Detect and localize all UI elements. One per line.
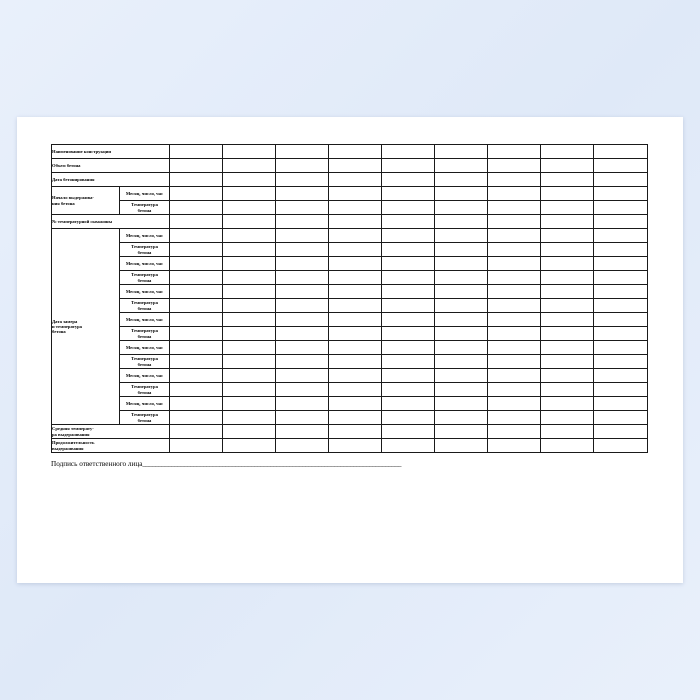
cell-curing-start-temperature-1[interactable] xyxy=(170,201,223,215)
cell-curing-start-temperature-6[interactable] xyxy=(435,201,488,215)
table-row xyxy=(52,159,648,173)
cell-measure-7-t-3[interactable] xyxy=(276,411,329,425)
row-label-average-temperature: Средняя температу- ра выдерживания xyxy=(52,425,170,439)
cell-measure-3-dt-7[interactable] xyxy=(488,285,541,299)
table-row xyxy=(52,299,648,313)
cell-measure-6-dt-5[interactable] xyxy=(382,369,435,383)
cell-measure-2-dt-2[interactable] xyxy=(223,257,276,271)
cell-measure-3-t-9[interactable] xyxy=(594,299,648,313)
cell-curing-duration-4[interactable] xyxy=(329,439,382,453)
cell-measure-2-dt-4[interactable] xyxy=(329,257,382,271)
cell-measure-6-dt-4[interactable] xyxy=(329,369,382,383)
cell-concreting-date-7[interactable] xyxy=(488,173,541,187)
signature-line[interactable]: _________________________________________________________________________________ xyxy=(142,460,402,468)
cell-measure-6-dt-6[interactable] xyxy=(435,369,488,383)
cell-measure-7-t-8[interactable] xyxy=(541,411,594,425)
cell-concrete-volume-1[interactable] xyxy=(170,159,223,173)
row-label-construction-name: Наименование конструкции xyxy=(52,145,170,159)
cell-measure-2-dt-7[interactable] xyxy=(488,257,541,271)
cell-measure-4-t-1[interactable] xyxy=(170,327,223,341)
row-label-curing-start: Начало выдержива- ния бетона xyxy=(52,187,120,215)
cell-measure-6-dt-3[interactable] xyxy=(276,369,329,383)
cell-measure-3-t-8[interactable] xyxy=(541,299,594,313)
sub-label-curing-start-temperature: Температура бетона xyxy=(120,201,170,215)
table-row xyxy=(52,285,648,299)
cell-measure-1-dt-5[interactable] xyxy=(382,229,435,243)
cell-measure-1-t-8[interactable] xyxy=(541,243,594,257)
row-label-concreting-date: Дата бетонирования xyxy=(52,173,170,187)
cell-measure-7-dt-2[interactable] xyxy=(223,397,276,411)
cell-borehole-number-7[interactable] xyxy=(488,215,541,229)
row-label-concrete-volume: Объем бетона xyxy=(52,159,170,173)
cell-concreting-date-2[interactable] xyxy=(223,173,276,187)
table-row xyxy=(52,355,648,369)
cell-measure-1-t-2[interactable] xyxy=(223,243,276,257)
cell-construction-name-8[interactable] xyxy=(541,145,594,159)
cell-measure-6-dt-1[interactable] xyxy=(170,369,223,383)
cell-curing-start-datetime-8[interactable] xyxy=(541,187,594,201)
cell-measure-1-dt-3[interactable] xyxy=(276,229,329,243)
cell-measure-4-dt-5[interactable] xyxy=(382,313,435,327)
cell-measure-5-dt-6[interactable] xyxy=(435,341,488,355)
cell-measure-3-dt-6[interactable] xyxy=(435,285,488,299)
table-row xyxy=(52,243,648,257)
cell-measure-5-dt-1[interactable] xyxy=(170,341,223,355)
row-label-borehole-number: № температурной скважины xyxy=(52,215,170,229)
cell-measure-2-t-8[interactable] xyxy=(541,271,594,285)
sub-label-measurement-datetime-1: Месяц, число, час xyxy=(120,229,170,243)
cell-curing-start-temperature-4[interactable] xyxy=(329,201,382,215)
cell-curing-duration-2[interactable] xyxy=(223,439,276,453)
cell-construction-name-4[interactable] xyxy=(329,145,382,159)
table-row xyxy=(52,215,648,229)
cell-measure-3-t-5[interactable] xyxy=(382,299,435,313)
cell-measure-7-dt-5[interactable] xyxy=(382,397,435,411)
cell-curing-duration-7[interactable] xyxy=(488,439,541,453)
cell-measure-4-t-9[interactable] xyxy=(594,327,648,341)
table-row xyxy=(52,271,648,285)
cell-borehole-number-8[interactable] xyxy=(541,215,594,229)
cell-borehole-number-5[interactable] xyxy=(382,215,435,229)
cell-curing-start-temperature-2[interactable] xyxy=(223,201,276,215)
cell-measure-5-dt-8[interactable] xyxy=(541,341,594,355)
cell-measure-4-dt-7[interactable] xyxy=(488,313,541,327)
cell-measure-3-dt-2[interactable] xyxy=(223,285,276,299)
cell-borehole-number-2[interactable] xyxy=(223,215,276,229)
cell-curing-start-datetime-9[interactable] xyxy=(594,187,648,201)
cell-measure-7-t-4[interactable] xyxy=(329,411,382,425)
cell-measure-4-dt-4[interactable] xyxy=(329,313,382,327)
document-sheet xyxy=(17,117,683,583)
cell-concreting-date-6[interactable] xyxy=(435,173,488,187)
cell-borehole-number-3[interactable] xyxy=(276,215,329,229)
cell-measure-4-t-3[interactable] xyxy=(276,327,329,341)
cell-measure-6-t-6[interactable] xyxy=(435,383,488,397)
cell-measure-4-t-2[interactable] xyxy=(223,327,276,341)
cell-measure-5-t-9[interactable] xyxy=(594,355,648,369)
cell-measure-1-t-4[interactable] xyxy=(329,243,382,257)
cell-measure-5-t-8[interactable] xyxy=(541,355,594,369)
cell-measure-2-t-2[interactable] xyxy=(223,271,276,285)
cell-measure-3-dt-5[interactable] xyxy=(382,285,435,299)
cell-measure-4-dt-9[interactable] xyxy=(594,313,648,327)
sub-label-measurement-datetime-5: Месяц, число, час xyxy=(120,341,170,355)
sub-label-measurement-temperature-2: Температура бетона xyxy=(120,271,170,285)
cell-measure-6-t-7[interactable] xyxy=(488,383,541,397)
sub-label-measurement-temperature-4: Температура бетона xyxy=(120,327,170,341)
signature-label: Подпись ответственного лица xyxy=(51,460,143,468)
cell-measure-2-t-7[interactable] xyxy=(488,271,541,285)
cell-concrete-volume-6[interactable] xyxy=(435,159,488,173)
cell-measure-6-dt-2[interactable] xyxy=(223,369,276,383)
cell-construction-name-6[interactable] xyxy=(435,145,488,159)
sub-label-measurement-datetime-3: Месяц, число, час xyxy=(120,285,170,299)
cell-measure-7-dt-3[interactable] xyxy=(276,397,329,411)
table-row xyxy=(52,327,648,341)
cell-curing-duration-1[interactable] xyxy=(170,439,223,453)
sub-label-measurement-temperature-1: Температура бетона xyxy=(120,243,170,257)
cell-measure-1-t-9[interactable] xyxy=(594,243,648,257)
cell-measure-6-t-3[interactable] xyxy=(276,383,329,397)
cell-measure-4-dt-8[interactable] xyxy=(541,313,594,327)
table-area xyxy=(51,144,647,453)
cell-measure-7-t-1[interactable] xyxy=(170,411,223,425)
table-row xyxy=(52,439,648,453)
cell-concrete-volume-4[interactable] xyxy=(329,159,382,173)
sub-label-measurement-temperature-5: Температура бетона xyxy=(120,355,170,369)
cell-measure-5-t-1[interactable] xyxy=(170,355,223,369)
cell-measure-5-dt-3[interactable] xyxy=(276,341,329,355)
cell-concreting-date-1[interactable] xyxy=(170,173,223,187)
cell-measure-2-t-1[interactable] xyxy=(170,271,223,285)
cell-measure-3-t-4[interactable] xyxy=(329,299,382,313)
cell-measure-5-dt-7[interactable] xyxy=(488,341,541,355)
cell-concrete-volume-7[interactable] xyxy=(488,159,541,173)
cell-measure-6-t-5[interactable] xyxy=(382,383,435,397)
table-row xyxy=(52,173,648,187)
cell-measure-7-dt-7[interactable] xyxy=(488,397,541,411)
cell-measure-7-t-9[interactable] xyxy=(594,411,648,425)
cell-curing-start-datetime-1[interactable] xyxy=(170,187,223,201)
cell-measure-4-t-7[interactable] xyxy=(488,327,541,341)
cell-measure-7-dt-9[interactable] xyxy=(594,397,648,411)
table-row xyxy=(52,425,648,439)
cell-measure-5-t-3[interactable] xyxy=(276,355,329,369)
cell-concrete-volume-9[interactable] xyxy=(594,159,648,173)
cell-measure-4-t-4[interactable] xyxy=(329,327,382,341)
cell-measure-3-t-1[interactable] xyxy=(170,299,223,313)
cell-construction-name-5[interactable] xyxy=(382,145,435,159)
cell-measure-3-dt-9[interactable] xyxy=(594,285,648,299)
cell-concreting-date-3[interactable] xyxy=(276,173,329,187)
cell-measure-1-dt-1[interactable] xyxy=(170,229,223,243)
cell-measure-2-dt-6[interactable] xyxy=(435,257,488,271)
table-row xyxy=(52,229,648,243)
table-row xyxy=(52,411,648,425)
cell-average-temperature-6[interactable] xyxy=(435,425,488,439)
cell-measure-6-dt-9[interactable] xyxy=(594,369,648,383)
cell-construction-name-1[interactable] xyxy=(170,145,223,159)
cell-concreting-date-9[interactable] xyxy=(594,173,648,187)
cell-borehole-number-4[interactable] xyxy=(329,215,382,229)
cell-measure-6-t-4[interactable] xyxy=(329,383,382,397)
cell-concrete-volume-5[interactable] xyxy=(382,159,435,173)
cell-measure-7-dt-8[interactable] xyxy=(541,397,594,411)
cell-average-temperature-5[interactable] xyxy=(382,425,435,439)
concrete-temperature-log-table xyxy=(51,144,648,453)
cell-curing-start-datetime-2[interactable] xyxy=(223,187,276,201)
cell-average-temperature-8[interactable] xyxy=(541,425,594,439)
cell-concrete-volume-8[interactable] xyxy=(541,159,594,173)
table-row xyxy=(52,187,648,201)
cell-measure-4-t-8[interactable] xyxy=(541,327,594,341)
cell-measure-7-dt-6[interactable] xyxy=(435,397,488,411)
cell-measure-2-t-4[interactable] xyxy=(329,271,382,285)
cell-measure-5-t-5[interactable] xyxy=(382,355,435,369)
cell-measure-2-t-5[interactable] xyxy=(382,271,435,285)
cell-curing-duration-6[interactable] xyxy=(435,439,488,453)
cell-measure-1-t-5[interactable] xyxy=(382,243,435,257)
cell-construction-name-7[interactable] xyxy=(488,145,541,159)
cell-measure-2-dt-3[interactable] xyxy=(276,257,329,271)
cell-measure-7-t-7[interactable] xyxy=(488,411,541,425)
cell-average-temperature-3[interactable] xyxy=(276,425,329,439)
cell-measure-4-dt-6[interactable] xyxy=(435,313,488,327)
cell-curing-duration-9[interactable] xyxy=(594,439,648,453)
cell-curing-duration-3[interactable] xyxy=(276,439,329,453)
cell-measure-1-t-7[interactable] xyxy=(488,243,541,257)
cell-measure-4-dt-2[interactable] xyxy=(223,313,276,327)
cell-curing-start-datetime-3[interactable] xyxy=(276,187,329,201)
cell-measure-4-dt-1[interactable] xyxy=(170,313,223,327)
cell-curing-start-datetime-5[interactable] xyxy=(382,187,435,201)
table-row xyxy=(52,145,648,159)
cell-measure-6-t-8[interactable] xyxy=(541,383,594,397)
cell-curing-start-datetime-7[interactable] xyxy=(488,187,541,201)
cell-construction-name-3[interactable] xyxy=(276,145,329,159)
cell-measure-3-dt-3[interactable] xyxy=(276,285,329,299)
cell-measure-6-dt-7[interactable] xyxy=(488,369,541,383)
cell-measure-7-t-5[interactable] xyxy=(382,411,435,425)
cell-measure-4-t-6[interactable] xyxy=(435,327,488,341)
table-row xyxy=(52,369,648,383)
cell-concrete-volume-2[interactable] xyxy=(223,159,276,173)
cell-measure-5-t-7[interactable] xyxy=(488,355,541,369)
sub-label-measurement-datetime-4: Месяц, число, час xyxy=(120,313,170,327)
cell-measure-1-t-6[interactable] xyxy=(435,243,488,257)
cell-measure-1-t-3[interactable] xyxy=(276,243,329,257)
cell-measure-3-t-2[interactable] xyxy=(223,299,276,313)
cell-concreting-date-4[interactable] xyxy=(329,173,382,187)
cell-average-temperature-9[interactable] xyxy=(594,425,648,439)
cell-measure-6-dt-8[interactable] xyxy=(541,369,594,383)
cell-measure-5-t-4[interactable] xyxy=(329,355,382,369)
sub-label-measurement-temperature-6: Температура бетона xyxy=(120,383,170,397)
signature-row xyxy=(51,460,647,468)
cell-measure-2-t-9[interactable] xyxy=(594,271,648,285)
cell-measure-1-dt-9[interactable] xyxy=(594,229,648,243)
cell-measure-2-dt-5[interactable] xyxy=(382,257,435,271)
cell-measure-1-dt-4[interactable] xyxy=(329,229,382,243)
cell-measure-2-t-3[interactable] xyxy=(276,271,329,285)
cell-curing-duration-5[interactable] xyxy=(382,439,435,453)
cell-average-temperature-2[interactable] xyxy=(223,425,276,439)
cell-curing-start-temperature-9[interactable] xyxy=(594,201,648,215)
cell-measure-7-t-2[interactable] xyxy=(223,411,276,425)
cell-measure-6-t-9[interactable] xyxy=(594,383,648,397)
cell-measure-3-t-6[interactable] xyxy=(435,299,488,313)
cell-measure-5-dt-4[interactable] xyxy=(329,341,382,355)
cell-measure-3-dt-8[interactable] xyxy=(541,285,594,299)
cell-concreting-date-8[interactable] xyxy=(541,173,594,187)
cell-curing-start-temperature-5[interactable] xyxy=(382,201,435,215)
cell-measure-5-t-6[interactable] xyxy=(435,355,488,369)
sub-label-measurement-temperature-7: Температура бетона xyxy=(120,411,170,425)
table-row xyxy=(52,313,648,327)
cell-measure-2-dt-1[interactable] xyxy=(170,257,223,271)
cell-measure-3-t-7[interactable] xyxy=(488,299,541,313)
cell-curing-start-temperature-7[interactable] xyxy=(488,201,541,215)
cell-measure-2-dt-9[interactable] xyxy=(594,257,648,271)
cell-borehole-number-1[interactable] xyxy=(170,215,223,229)
cell-measure-3-t-3[interactable] xyxy=(276,299,329,313)
cell-measure-4-t-5[interactable] xyxy=(382,327,435,341)
cell-borehole-number-6[interactable] xyxy=(435,215,488,229)
table-row xyxy=(52,341,648,355)
cell-measure-5-dt-2[interactable] xyxy=(223,341,276,355)
cell-measure-7-dt-1[interactable] xyxy=(170,397,223,411)
cell-measure-1-dt-2[interactable] xyxy=(223,229,276,243)
row-label-curing-duration: Продолжительность выдерживания xyxy=(52,439,170,453)
cell-measure-5-t-2[interactable] xyxy=(223,355,276,369)
cell-measure-6-t-2[interactable] xyxy=(223,383,276,397)
cell-measure-6-t-1[interactable] xyxy=(170,383,223,397)
cell-measure-1-dt-7[interactable] xyxy=(488,229,541,243)
table-row xyxy=(52,383,648,397)
cell-concreting-date-5[interactable] xyxy=(382,173,435,187)
cell-curing-start-temperature-3[interactable] xyxy=(276,201,329,215)
cell-curing-duration-8[interactable] xyxy=(541,439,594,453)
cell-concrete-volume-3[interactable] xyxy=(276,159,329,173)
cell-borehole-number-9[interactable] xyxy=(594,215,648,229)
cell-average-temperature-4[interactable] xyxy=(329,425,382,439)
table-row xyxy=(52,257,648,271)
cell-measure-5-dt-5[interactable] xyxy=(382,341,435,355)
cell-measure-5-dt-9[interactable] xyxy=(594,341,648,355)
cell-average-temperature-1[interactable] xyxy=(170,425,223,439)
cell-measure-1-t-1[interactable] xyxy=(170,243,223,257)
cell-construction-name-9[interactable] xyxy=(594,145,648,159)
cell-measure-7-t-6[interactable] xyxy=(435,411,488,425)
table-row xyxy=(52,201,648,215)
cell-curing-start-temperature-8[interactable] xyxy=(541,201,594,215)
sub-label-measurement-temperature-3: Температура бетона xyxy=(120,299,170,313)
cell-measure-2-dt-8[interactable] xyxy=(541,257,594,271)
cell-measure-4-dt-3[interactable] xyxy=(276,313,329,327)
cell-measure-2-t-6[interactable] xyxy=(435,271,488,285)
sub-label-measurement-datetime-2: Месяц, число, час xyxy=(120,257,170,271)
cell-curing-start-datetime-4[interactable] xyxy=(329,187,382,201)
sub-label-measurement-datetime-7: Месяц, число, час xyxy=(120,397,170,411)
cell-curing-start-datetime-6[interactable] xyxy=(435,187,488,201)
table-row xyxy=(52,397,648,411)
cell-measure-7-dt-4[interactable] xyxy=(329,397,382,411)
cell-measure-3-dt-4[interactable] xyxy=(329,285,382,299)
sub-label-measurement-datetime-6: Месяц, число, час xyxy=(120,369,170,383)
cell-measure-1-dt-6[interactable] xyxy=(435,229,488,243)
cell-measure-3-dt-1[interactable] xyxy=(170,285,223,299)
sub-label-curing-start-datetime: Месяц, число, час xyxy=(120,187,170,201)
cell-average-temperature-7[interactable] xyxy=(488,425,541,439)
row-label-measurement-block: Дата замера и температура бетона xyxy=(52,229,120,425)
cell-measure-1-dt-8[interactable] xyxy=(541,229,594,243)
cell-construction-name-2[interactable] xyxy=(223,145,276,159)
